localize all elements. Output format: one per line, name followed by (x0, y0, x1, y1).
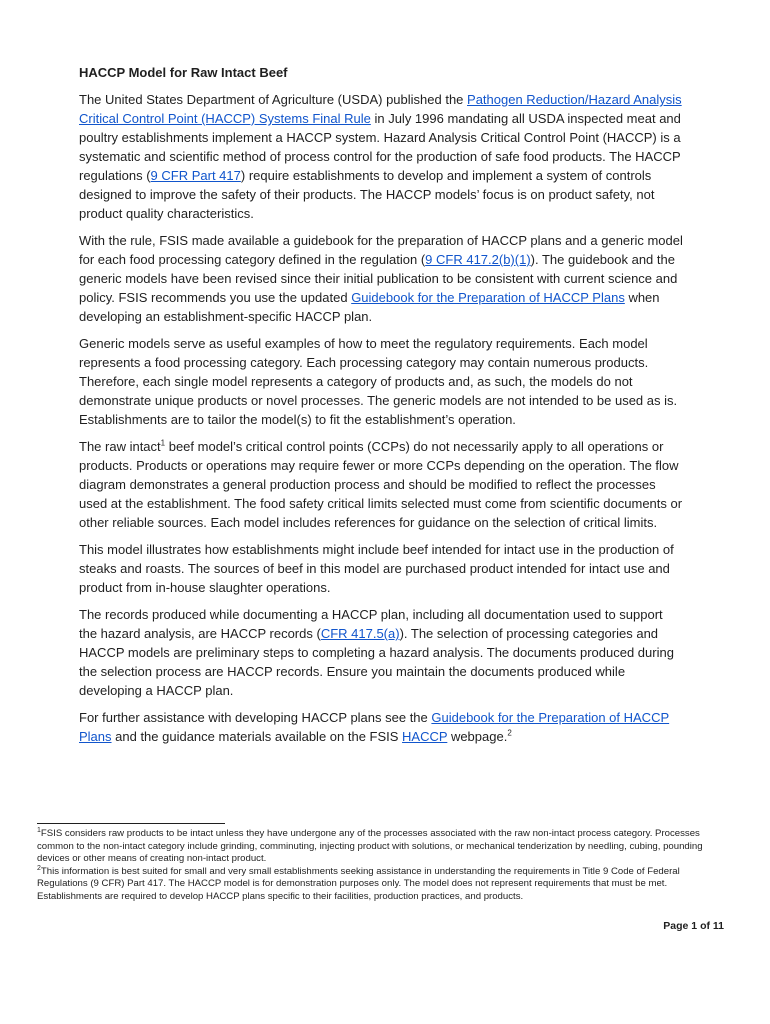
paragraph-text: in July 1996 mandating all USDA inspected meat and poultry establishments implement a HACCP system. Hazard Analysis Critical Control Point (HACCP) is a systematic and scientific method of process control for the production of safe food products. The HACCP regulations ( (79, 111, 681, 183)
paragraph-ccps (79, 437, 683, 532)
paragraph-text: webpage. (447, 729, 508, 744)
footnote-number: 1 (37, 826, 41, 834)
footnote-ref-2[interactable]: 2 (507, 728, 512, 738)
document-title: HACCP Model for Raw Intact Beef (79, 65, 288, 80)
paragraph-guidebook (79, 231, 683, 326)
footnote-1 (37, 828, 727, 866)
footnote-2 (37, 866, 727, 904)
footnote-text: This information is best suited for small and very small establishments seeking assistance in understanding the requirements in Title 9 Code of Federal Regulations (9 CFR) Part 417. The HACCP model is for demonstration purposes only. The model does not represent requirements that must be met. Establishments are required to develop HACCP plans specific to their facilities, production practices, and products. (37, 865, 680, 902)
link-guidebook-2[interactable]: Guidebook for the Preparation of HACCP Plans (79, 710, 670, 744)
paragraph-records (79, 605, 683, 700)
paragraph-assistance (79, 708, 683, 746)
page-number: Page 1 of 11 (663, 920, 724, 932)
link-guidebook[interactable]: Guidebook for the Preparation of HACCP Plans (351, 290, 625, 305)
footnote-divider (37, 823, 225, 824)
paragraph-text: The raw intact (79, 439, 161, 454)
document-body (79, 62, 683, 754)
link-final-rule[interactable]: Pathogen Reduction/Hazard Analysis Critical Control Point (HACCP) Systems Final Rule (79, 92, 682, 126)
paragraph-text: For further assistance with developing HACCP plans see the (79, 710, 432, 725)
link-9cfr-part-417[interactable]: 9 CFR Part 417 (150, 168, 241, 183)
footnotes (37, 828, 727, 903)
paragraph-text: With the rule, FSIS made available a guidebook for the preparation of HACCP plans and a generic model for each food processing category defined in the regulation ( (79, 233, 683, 267)
footnote-number: 2 (37, 864, 41, 872)
paragraph-intro (79, 90, 683, 223)
link-9cfr-417-2b1[interactable]: 9 CFR 417.2(b)(1) (425, 252, 531, 267)
paragraph-text: beef model’s critical control points (CCPs) do not necessarily apply to all operations or products. Products or operations may require fewer or more CCPs depending on the operation. The flow diagram demonstrates a general production process and should be modified to reflect the processes used at the establishment. The food safety critical limits selected must come from scientific documents or other reliable sources. Each model includes references for guidance on the selection of critical limits. (79, 439, 683, 530)
paragraph-text: ) require establishments to develop and implement a system of controls designed to improve the safety of their products. The HACCP models’ focus is on product safety, not product quality characteristics. (79, 168, 655, 221)
footnote-text: FSIS considers raw products to be intact unless they have undergone any of the processes associated with the raw non-intact process category. Processes common to the non-intact category include grinding, comminuting, injecting product with solutions, or mechanical tenderization by needling, cubing, pounding devices or other means of creating non-intact product. (37, 828, 703, 864)
paragraph-text: and the guidance materials available on the FSIS (111, 729, 403, 744)
paragraph-text: ). The selection of processing categories and HACCP models are preliminary steps to completing a hazard analysis. The documents produced during the selection process are HACCP records. Ensure you maintain the documents produced while developing a HACCP plan. (79, 626, 674, 698)
footnote-ref-1[interactable]: 1 (160, 438, 166, 448)
paragraph-text: ). The guidebook and the generic models have been revised since their initial publication to be consistent with current science and policy. FSIS recommends you use the updated (79, 252, 678, 305)
paragraph-generic-models: Generic models serve as useful examples of how to meet the regulatory requirements. Each model represents a food processing category. Each processing category may contain numerous products. Therefore, each single model represents a category of products and, as such, the models do not demonstrate unique products or novel processes. The generic models are not intended to be used as is. Establishments are to tailor the model(s) to fit the establishment’s operation. (79, 336, 678, 427)
paragraph-text: The records produced while documenting a HACCP plan, including all documentation used to support the hazard analysis, are HACCP records ( (79, 607, 663, 641)
paragraph-text: The United States Department of Agriculture (USDA) published the (79, 92, 468, 107)
paragraph-model-scope: This model illustrates how establishments might include beef intended for intact use in the production of steaks and roasts. The sources of beef in this model are purchased product intended for intact use and product from in-house slaughter operations. (79, 542, 674, 595)
link-haccp-webpage[interactable]: HACCP (402, 729, 448, 744)
link-cfr-417-5a[interactable]: CFR 417.5(a) (320, 626, 400, 641)
paragraph-text: when developing an establishment-specific HACCP plan. (79, 290, 660, 324)
